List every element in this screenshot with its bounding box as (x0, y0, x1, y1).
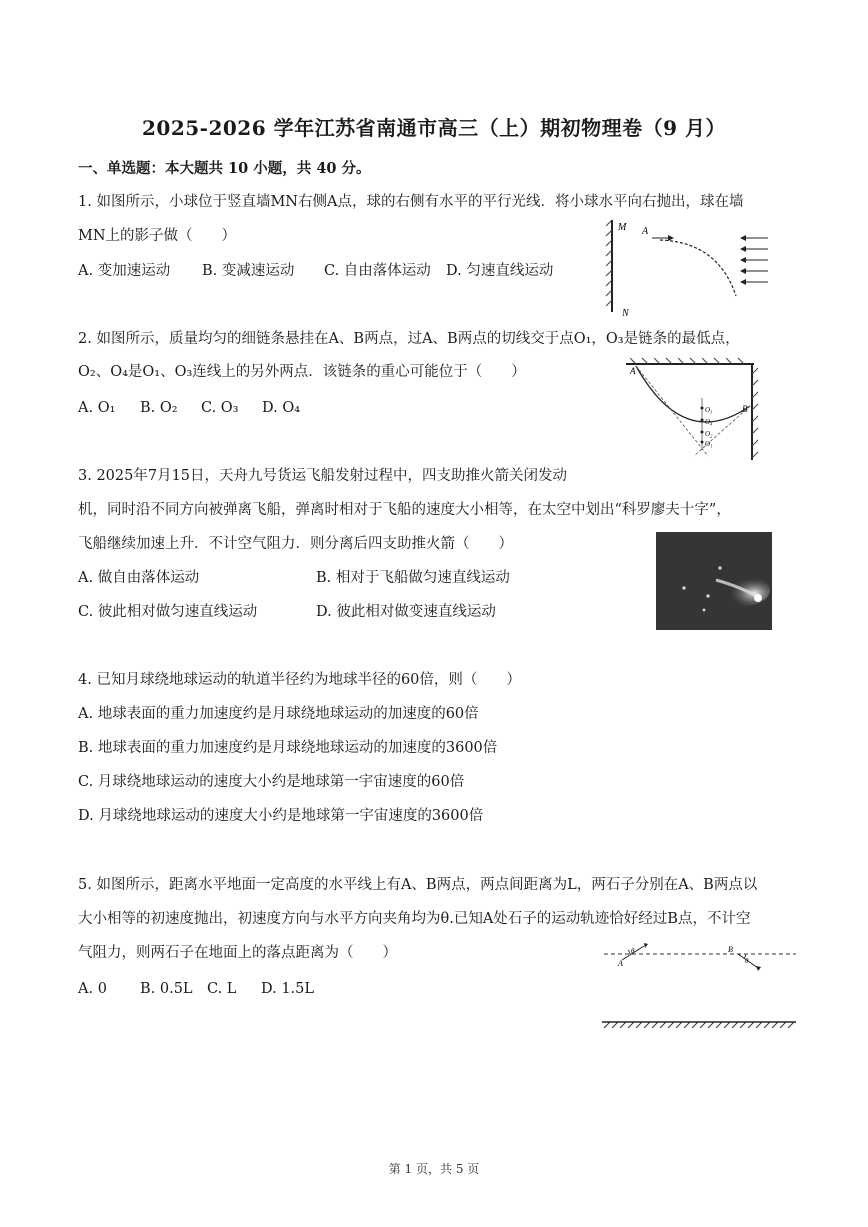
q5-fig-label-b: B (728, 945, 733, 954)
q3-option-a[interactable]: A. 做自由落体运动 (78, 570, 200, 586)
q3-stem-line3: 飞船继续加速上升．不计空气阻力．则分离后四支助推火箭（ ） (78, 536, 513, 552)
q4-option-d[interactable]: D. 月球绕地球运动的速度大小约是地球第一宇宙速度的3600倍 (78, 808, 484, 824)
q2-option-b[interactable]: B. O₂ (140, 400, 178, 416)
q2-option-c[interactable]: C. O₃ (201, 400, 239, 416)
q3-option-d[interactable]: D. 彼此相对做变速直线运动 (316, 604, 496, 620)
q5-option-b[interactable]: B. 0.5L (140, 981, 193, 997)
q5-fig-label-theta-a: θ (631, 947, 635, 955)
q3-option-b[interactable]: B. 相对于飞船做匀速直线运动 (316, 570, 510, 586)
q3-option-c[interactable]: C. 彼此相对做匀速直线运动 (78, 604, 258, 620)
q5-stem-line1: 5. 如图所示，距离水平地面一定高度的水平线上有A、B两点，两点间距离为L，两石子分别在A、B两点以 (78, 877, 758, 893)
q1-option-c[interactable]: C. 自由落体运动 (324, 263, 431, 279)
q4-option-a[interactable]: A. 地球表面的重力加速度约是月球绕地球运动的加速度的60倍 (78, 706, 479, 722)
q4-option-b[interactable]: B. 地球表面的重力加速度约是月球绕地球运动的加速度的3600倍 (78, 740, 498, 756)
q2-fig-label-o2: O₂ (705, 430, 713, 438)
q5-stem-line3: 气阻力，则两石子在地面上的落点距离为（ ） (78, 945, 397, 961)
q3-stem-line1: 3. 2025年7月15日，天舟九号货运飞船发射过程中，四支助推火箭关闭发动 (78, 468, 568, 484)
q5-fig-label-theta-b: θ (745, 957, 749, 965)
page-footer: 第 1 页，共 5 页 (388, 1162, 480, 1176)
q1-fig-label-a: A (642, 226, 649, 237)
q2-fig-label-o1: O₁ (705, 440, 713, 448)
q5-figure (600, 938, 800, 1032)
q2-fig-label-b: B (742, 404, 748, 414)
q2-fig-label-a: A (630, 366, 636, 376)
q1-fig-label-n: N (622, 308, 629, 318)
q2-fig-label-o3: O₃ (705, 406, 713, 414)
q1-stem-line1: 1. 如图所示，小球位于竖直墙MN右侧A点，球的右侧有水平的平行光线．将小球水平向右抛出，球在墙 (78, 194, 744, 210)
q2-option-d[interactable]: D. O₄ (262, 400, 301, 416)
q1-option-a[interactable]: A. 变加速运动 (78, 263, 171, 279)
q1-option-d[interactable]: D. 匀速直线运动 (446, 263, 554, 279)
q1-fig-label-m: M (618, 222, 627, 233)
page-title: 2025-2026 学年江苏省南通市高三（上）期初物理卷（9 月） (142, 116, 726, 140)
q2-stem-line2: O₂、O₄是O₁、O₃连线上的另外两点．该链条的重心可能位于（ ） (78, 364, 526, 380)
q2-figure (614, 354, 764, 466)
q1-stem-line2: MN上的影子做（ ） (78, 228, 237, 244)
q5-option-a[interactable]: A. 0 (78, 981, 107, 997)
q4-option-c[interactable]: C. 月球绕地球运动的速度大小约是地球第一宇宙速度的60倍 (78, 774, 465, 790)
q3-photo-rocket-separation (656, 532, 772, 630)
q2-fig-label-o4: O₄ (705, 418, 713, 426)
q4-stem: 4. 已知月球绕地球运动的轨道半径约为地球半径的60倍，则（ ） (78, 672, 521, 688)
q3-stem-line2: 机，同时沿不同方向被弹离飞船，弹离时相对于飞船的速度大小相等，在太空中划出“科罗廖夫十字”， (78, 502, 731, 518)
q5-stem-line2: 大小相等的初速度抛出，初速度方向与水平方向夹角均为θ.已知A处石子的运动轨迹恰好经过B点，不计空 (78, 911, 751, 927)
section-heading: 一、单选题：本大题共 10 小题，共 40 分。 (78, 160, 371, 177)
q2-option-a[interactable]: A. O₁ (78, 400, 116, 416)
q2-stem-line1: 2. 如图所示，质量均匀的细链条悬挂在A、B两点，过A、B两点的切线交于点O₁，O₃是链条的最低点， (78, 331, 740, 347)
q5-fig-label-a: A (618, 959, 623, 968)
q5-option-d[interactable]: D. 1.5L (261, 981, 315, 997)
q5-option-c[interactable]: C. L (207, 981, 237, 997)
q1-figure (598, 214, 778, 318)
q1-option-b[interactable]: B. 变减速运动 (202, 263, 295, 279)
